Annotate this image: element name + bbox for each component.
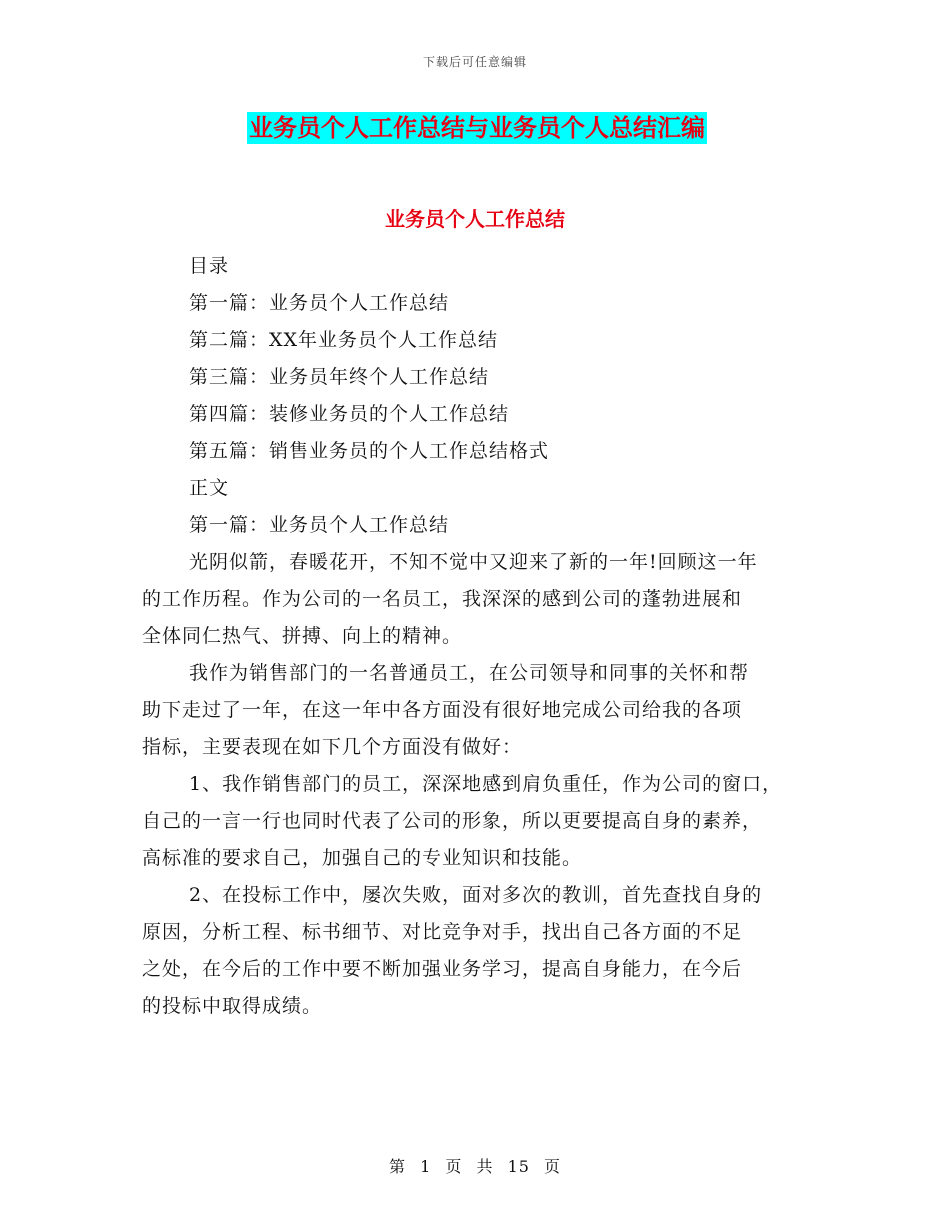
page-footer xyxy=(0,1154,950,1177)
footer-page-mid: 页 xyxy=(445,1157,463,1176)
paragraph-line: 高标准的要求自己，加强自己的专业知识和技能。 xyxy=(142,847,583,869)
footer-page-current: 1 xyxy=(420,1157,432,1176)
toc-item: 第二篇：XX年业务员个人工作总结 xyxy=(189,329,499,351)
paragraph-line: 2、在投标工作中，屡次失败，面对多次的教训，首先查找自身的 xyxy=(189,884,763,906)
footer-page-total: 15 xyxy=(507,1157,530,1176)
paragraph-line: 原因，分析工程、标书细节、对比竞争对手，找出自己各方面的不足 xyxy=(142,921,743,943)
header-note: 下载后可任意编辑 xyxy=(422,55,527,69)
paragraph-line: 光阴似箭，春暖花开，不知不觉中又迎来了新的一年!回顾这一年 xyxy=(189,551,758,573)
sub-title: 业务员个人工作总结 xyxy=(385,207,565,231)
paragraph xyxy=(142,877,822,1025)
paragraph-line: 我作为销售部门的一名普通员工，在公司领导和同事的关怀和帮 xyxy=(189,662,750,684)
main-title: 业务员个人工作总结与业务员个人总结汇编 xyxy=(249,113,705,142)
paragraph-line: 全体同仁热气、拼搏、向上的精神。 xyxy=(142,625,463,647)
paragraph-line: 1、我作销售部门的员工，深深地感到肩负重任，作为公司的窗口， xyxy=(189,773,783,795)
paragraph-line: 自己的一言一行也同时代表了公司的形象，所以更要提高自身的素养， xyxy=(142,810,763,832)
paragraph xyxy=(142,655,822,766)
paragraph xyxy=(142,766,822,877)
toc-item: 第四篇：装修业务员的个人工作总结 xyxy=(189,403,510,425)
toc-item: 第一篇：业务员个人工作总结 xyxy=(189,292,450,314)
document-body xyxy=(142,248,822,1025)
paragraph-line: 助下走过了一年，在这一年中各方面没有很好地完成公司给我的各项 xyxy=(142,699,743,721)
footer-page-suffix: 页 xyxy=(544,1157,562,1176)
toc-heading: 目录 xyxy=(189,255,230,277)
paragraph-line: 的投标中取得成绩。 xyxy=(142,995,323,1017)
paragraph xyxy=(142,544,822,655)
toc-item: 第五篇：销售业务员的个人工作总结格式 xyxy=(189,440,550,462)
footer-page-total-prefix: 共 xyxy=(476,1157,494,1176)
body-heading: 正文 xyxy=(189,477,230,499)
toc-item: 第三篇：业务员年终个人工作总结 xyxy=(189,366,490,388)
paragraph-line: 之处，在今后的工作中要不断加强业务学习，提高自身能力，在今后 xyxy=(142,958,743,980)
paragraph-line: 的工作历程。作为公司的一名员工，我深深的感到公司的蓬勃进展和 xyxy=(142,588,743,610)
paragraph-line: 指标，主要表现在如下几个方面没有做好： xyxy=(142,736,523,758)
chapter-heading: 第一篇：业务员个人工作总结 xyxy=(189,514,450,536)
footer-page-prefix: 第 xyxy=(388,1157,406,1176)
